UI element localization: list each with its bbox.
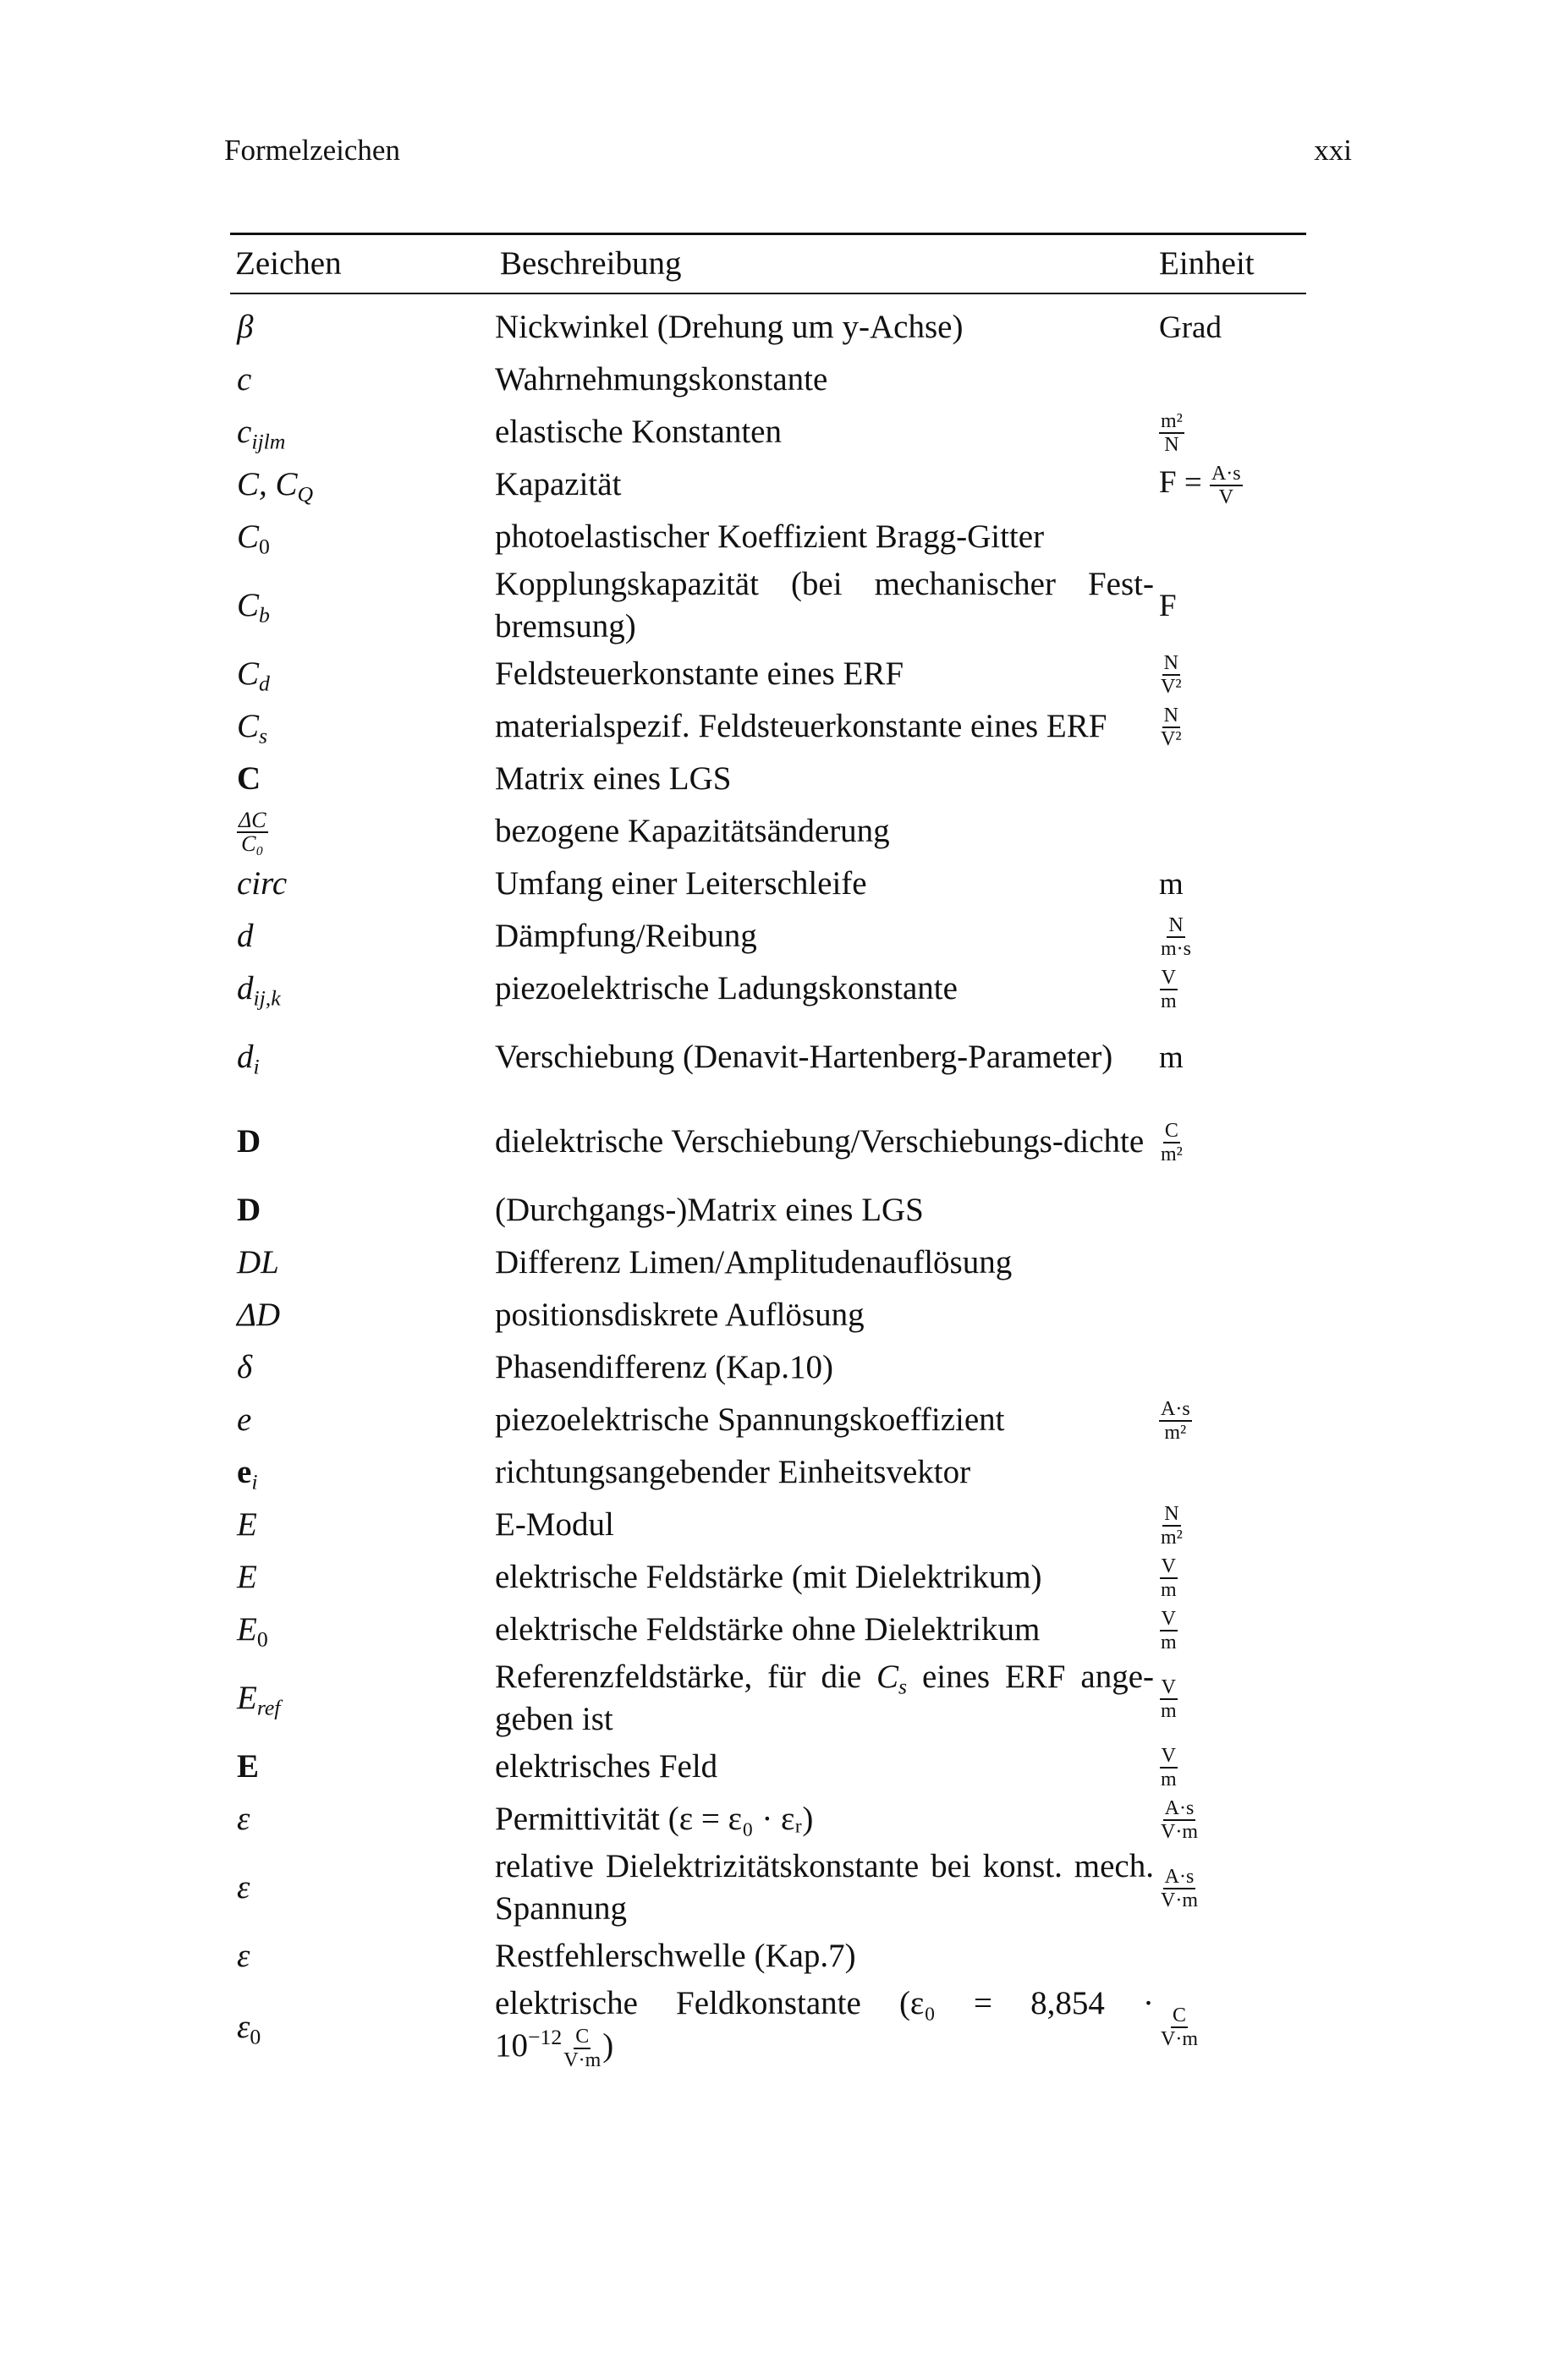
unit-cell: [1154, 650, 1306, 697]
description-exponent: −12: [528, 2025, 563, 2049]
table-row: [230, 1446, 1306, 1499]
description-text: 10: [495, 2027, 528, 2064]
unit-numerator: A·s: [1164, 1796, 1195, 1819]
unit-cell: [1154, 1606, 1306, 1653]
description-cell: elektrische Feldstärke ohne Dielektrikum: [495, 1611, 1041, 1648]
symbol-cell: [230, 1609, 495, 1651]
unit-cell: [1154, 1118, 1306, 1165]
symbol-cell: [230, 968, 495, 1010]
description-cell: Umfang einer Leiterschleife: [495, 865, 867, 902]
unit-cell: [1154, 2004, 1306, 2050]
table-row: [230, 1656, 1306, 1741]
description-cell: elastische Konstanten: [495, 414, 782, 450]
unit-fraction: [1159, 1555, 1178, 1601]
unit-denominator: m²: [1161, 1526, 1183, 1549]
description-cell: Phasendifferenz (Kap.10): [495, 1349, 833, 1385]
symbol-cell: [230, 411, 495, 453]
table-row: [230, 563, 1306, 648]
symbol-cell: β: [237, 309, 254, 345]
unit-cell: [1154, 1743, 1306, 1790]
description-cell: relative Dielektrizitätskonstante bei konst. mech. Spannung: [495, 1848, 1154, 1927]
unit-denominator: V: [1218, 485, 1233, 508]
symbol-table: [230, 233, 1306, 2072]
unit-numerator: V: [1161, 966, 1176, 989]
symbol-subscript: 0: [250, 2024, 261, 2049]
page-number: xxi: [1314, 134, 1352, 167]
unit-fraction: [1159, 1503, 1184, 1549]
symbol-cell: ΔD: [237, 1297, 281, 1333]
symbol-cell: DL: [237, 1244, 279, 1280]
unit-cell: [1154, 1864, 1306, 1911]
unit-cell: [1154, 965, 1306, 1012]
symbol-cell: [230, 705, 495, 748]
symbol-cell: E: [237, 1506, 257, 1543]
unit-numerator: V: [1161, 1607, 1176, 1630]
unit-numerator: A·s: [1164, 1865, 1195, 1888]
symbol-subscript: 0: [259, 534, 270, 559]
unit-text: F: [1159, 588, 1177, 623]
table-row: [230, 910, 1306, 962]
description-cell: Kapazität: [495, 466, 622, 502]
description-cell: Kopplungskapazität (bei mechanischer Fest-bremsung): [495, 566, 1154, 644]
description-cell: positionsdiskrete Auflösung: [495, 1297, 865, 1333]
symbol-cell: [230, 584, 495, 627]
unit-numerator: N: [1164, 1502, 1179, 1525]
symbol-subscript: i: [251, 1469, 258, 1494]
unit-cell: [1154, 913, 1306, 959]
unit-numerator: N: [1168, 913, 1184, 936]
unit-cell: [1154, 409, 1306, 455]
description-text: elektrische Feldkonstante (ε₀ = 8,854 ·: [495, 1985, 1154, 2021]
table-header-row: [230, 235, 1306, 293]
description-cell: Differenz Limen/Amplitudenauflösung: [495, 1244, 1013, 1280]
unit-denominator: m²: [1161, 1143, 1183, 1165]
symbol-cell: d: [237, 918, 254, 954]
description-cell: dielektrische Verschiebung/Verschiebungs-dichte: [495, 1123, 1145, 1160]
description-cell: Restfehlerschwelle (Kap.7): [495, 1938, 856, 1974]
symbol-cell: [230, 808, 495, 854]
unit-denominator: V·m: [1161, 1889, 1198, 1911]
unit-cell: [1154, 461, 1306, 507]
unit-cell: [1154, 1036, 1306, 1079]
symbol-cell: [230, 1677, 495, 1719]
symbol-cell: δ: [237, 1349, 253, 1385]
unit-fraction: [1159, 410, 1184, 456]
symbol-subscript: Q: [297, 481, 314, 507]
description-cell: piezoelektrische Ladungskonstante: [495, 970, 958, 1006]
symbol-cell: [230, 1451, 495, 1494]
table-row: [230, 1015, 1306, 1100]
unit-numerator: V: [1161, 1675, 1176, 1698]
table-row: [230, 805, 1306, 858]
unit-denominator: V²: [1161, 727, 1182, 750]
unit-fraction: [1159, 1120, 1184, 1165]
unit-fraction: [1159, 967, 1178, 1012]
unit-denominator: m: [1161, 1768, 1177, 1790]
symbol-cell: C, $C_Q$: [237, 466, 314, 507]
unit-fraction: [1159, 2004, 1200, 2050]
table-row: [230, 511, 1306, 563]
symbol-subscript: 0: [256, 1626, 268, 1652]
unit-numerator: C: [1164, 1119, 1178, 1142]
symbol-cell: C: [237, 760, 261, 797]
table-row: [230, 858, 1306, 910]
unit-cell: [1154, 1554, 1306, 1600]
unit-denominator: V·m: [1161, 1820, 1198, 1843]
symbol-cell: c: [237, 361, 252, 398]
table-row: [230, 753, 1306, 805]
description-cell: Verschiebung (Denavit-Hartenberg-Parameter): [495, 1039, 1113, 1075]
symbol-main: C: [237, 466, 260, 502]
symbol-cell: [230, 653, 495, 695]
description-text: Referenzfeldstärke, für die: [495, 1659, 877, 1695]
symbol-main: d: [237, 1039, 254, 1075]
unit-fraction: [1159, 1797, 1200, 1843]
description-text: ): [602, 2027, 614, 2064]
table-row: [230, 301, 1306, 354]
table-row: [230, 1394, 1306, 1446]
running-head: Formelzeichen: [224, 134, 400, 167]
symbol-cell: D: [237, 1192, 261, 1228]
table-header-rule: [230, 293, 1306, 294]
description-cell: Permittivität (ε = ε₀ · εᵣ): [495, 1801, 814, 1837]
unit-fraction: [1159, 652, 1184, 698]
table-row: [230, 1237, 1306, 1289]
symbol-subscript: i: [253, 1054, 260, 1079]
symbol-main: C: [237, 587, 260, 623]
unit-fraction: [1210, 463, 1243, 508]
symbol-cell: D: [237, 1123, 261, 1160]
table-row: [230, 1930, 1306, 1982]
symbol-subscript: ref: [256, 1695, 281, 1720]
symbol-numerator: ΔC: [239, 807, 266, 832]
unit-text: Grad: [1159, 310, 1222, 345]
description-cell: Dämpfung/Reibung: [495, 918, 757, 954]
description-cell: (Durchgangs-)Matrix eines LGS: [495, 1192, 924, 1228]
symbol-cell: ε: [237, 1938, 250, 1974]
description-cell: Wahrnehmungskonstante: [495, 361, 828, 398]
description-cell: Nickwinkel (Drehung um y-Achse): [495, 309, 964, 345]
unit-numerator: m²: [1161, 409, 1183, 432]
table-row: [230, 1499, 1306, 1551]
unit-numerator: V: [1161, 1744, 1176, 1767]
unit-text: m: [1159, 1039, 1184, 1075]
symbol-main: e: [237, 1454, 252, 1490]
description-fraction: [562, 2026, 602, 2071]
unit-text: m: [1159, 866, 1184, 902]
unit-denominator: m²: [1164, 1421, 1187, 1444]
table-row: [230, 1551, 1306, 1604]
description-cell: piezoelektrische Spannungskoeffizient: [495, 1401, 1005, 1438]
table-row: [230, 1845, 1306, 1930]
unit-denominator: V·m: [1161, 2028, 1198, 2051]
symbol-subscript: d: [259, 671, 270, 696]
symbol-main: c: [237, 414, 252, 450]
description-cell: richtungsangebender Einheitsvektor: [495, 1454, 971, 1490]
description-cell: elektrische Feldstärke (mit Dielektrikum): [495, 1559, 1042, 1595]
unit-cell: [1154, 1796, 1306, 1842]
symbol-main: E: [237, 1680, 257, 1716]
table-row: [230, 1793, 1306, 1845]
description-text: eines ERF ange-geben ist: [495, 1659, 1154, 1737]
description-line: [495, 2025, 1154, 2071]
unit-numerator: N: [1163, 704, 1178, 727]
symbol-cell: ε: [237, 1869, 250, 1906]
description-cell: Feldsteuerkonstante eines ERF: [495, 655, 904, 692]
description-line: [495, 1982, 1154, 2025]
description-numerator: C: [575, 2026, 590, 2048]
unit-cell: [1154, 1501, 1306, 1548]
symbol-main: d: [237, 970, 254, 1006]
unit-fraction: [1159, 1745, 1178, 1790]
unit-denominator: m: [1161, 1631, 1177, 1653]
symbol-cell: [230, 1036, 495, 1078]
unit-fraction: [1159, 914, 1193, 960]
unit-denominator: m·s: [1161, 937, 1191, 960]
column-header-zeichen: Zeichen: [235, 245, 342, 282]
unit-cell: [1154, 863, 1306, 906]
column-header-einheit: Einheit: [1159, 245, 1255, 282]
unit-denominator: m: [1161, 1578, 1177, 1601]
unit-fraction: [1159, 1398, 1192, 1444]
symbol-denominator: C₀: [241, 831, 264, 856]
unit-denominator: V²: [1161, 675, 1182, 698]
symbol-cell: ε: [237, 1801, 250, 1837]
description-cell: Matrix eines LGS: [495, 760, 732, 797]
unit-cell: [1154, 1675, 1306, 1721]
unit-cell: [1154, 306, 1306, 349]
symbol-cell: circ: [237, 865, 288, 902]
symbol-subscript: ijlm: [251, 429, 286, 454]
unit-fraction: [1159, 1608, 1178, 1653]
table-row: [230, 406, 1306, 458]
unit-numerator: V: [1161, 1555, 1176, 1577]
description-cell: [495, 1982, 1154, 2071]
unit-fraction: [1159, 1866, 1200, 1911]
unit-cell: [1154, 703, 1306, 749]
table-row: [230, 700, 1306, 753]
symbol-main: C: [237, 518, 260, 555]
unit-fraction: [1159, 1676, 1178, 1722]
symbol-main: C: [237, 655, 260, 692]
unit-denominator: N: [1164, 433, 1179, 456]
symbol-subscript: b: [259, 602, 270, 628]
table-row: [230, 648, 1306, 700]
symbol-fraction: [237, 809, 268, 855]
table-row: [230, 1341, 1306, 1394]
table-row: [230, 1100, 1306, 1184]
description-denominator: V·m: [563, 2049, 601, 2072]
unit-numerator: N: [1163, 651, 1178, 674]
unit-denominator: m: [1161, 990, 1177, 1012]
description-cell: elektrisches Feld: [495, 1748, 718, 1785]
description-cell: [495, 1656, 1154, 1741]
table-row: [230, 1604, 1306, 1656]
symbol-cell: E: [237, 1559, 257, 1595]
description-cell: bezogene Kapazitätsänderung: [495, 813, 890, 849]
unit-fraction: [1159, 705, 1184, 750]
description-symbol: C: [876, 1659, 899, 1695]
unit-numerator: A·s: [1161, 1397, 1190, 1420]
description-cell: E-Modul: [495, 1506, 614, 1543]
table-row: [230, 458, 1306, 511]
symbol-cell: [230, 2006, 495, 2048]
symbol-cell: E: [237, 1748, 260, 1785]
unit-numerator: A·s: [1211, 462, 1241, 485]
unit-cell: [1154, 584, 1306, 628]
description-cell: photoelastischer Koeffizient Bragg-Gitter: [495, 518, 1045, 555]
table-row: [230, 1184, 1306, 1237]
symbol-cell: [230, 516, 495, 558]
symbol-subscript: ij,k: [253, 985, 281, 1011]
symbol-subscript: s: [259, 723, 268, 749]
table-row: [230, 962, 1306, 1015]
symbol-main: E: [237, 1611, 257, 1648]
table-row: [230, 1289, 1306, 1341]
table-row: [230, 1982, 1306, 2072]
unit-prefix: F =: [1159, 465, 1210, 501]
column-header-beschreibung: Beschreibung: [500, 245, 682, 282]
symbol-main: C: [237, 708, 260, 744]
table-row: [230, 354, 1306, 406]
table-row: [230, 1741, 1306, 1793]
symbol-secondary: C: [275, 466, 298, 502]
description-symbol-subscript: s: [898, 1674, 908, 1699]
symbol-main: ε: [237, 2008, 250, 2045]
unit-cell: [1154, 1396, 1306, 1443]
symbol-cell: e: [237, 1401, 252, 1438]
description-cell: materialspezif. Feldsteuerkonstante eines ERF: [495, 708, 1107, 744]
unit-denominator: m: [1161, 1699, 1177, 1722]
unit-numerator: C: [1172, 2004, 1186, 2027]
